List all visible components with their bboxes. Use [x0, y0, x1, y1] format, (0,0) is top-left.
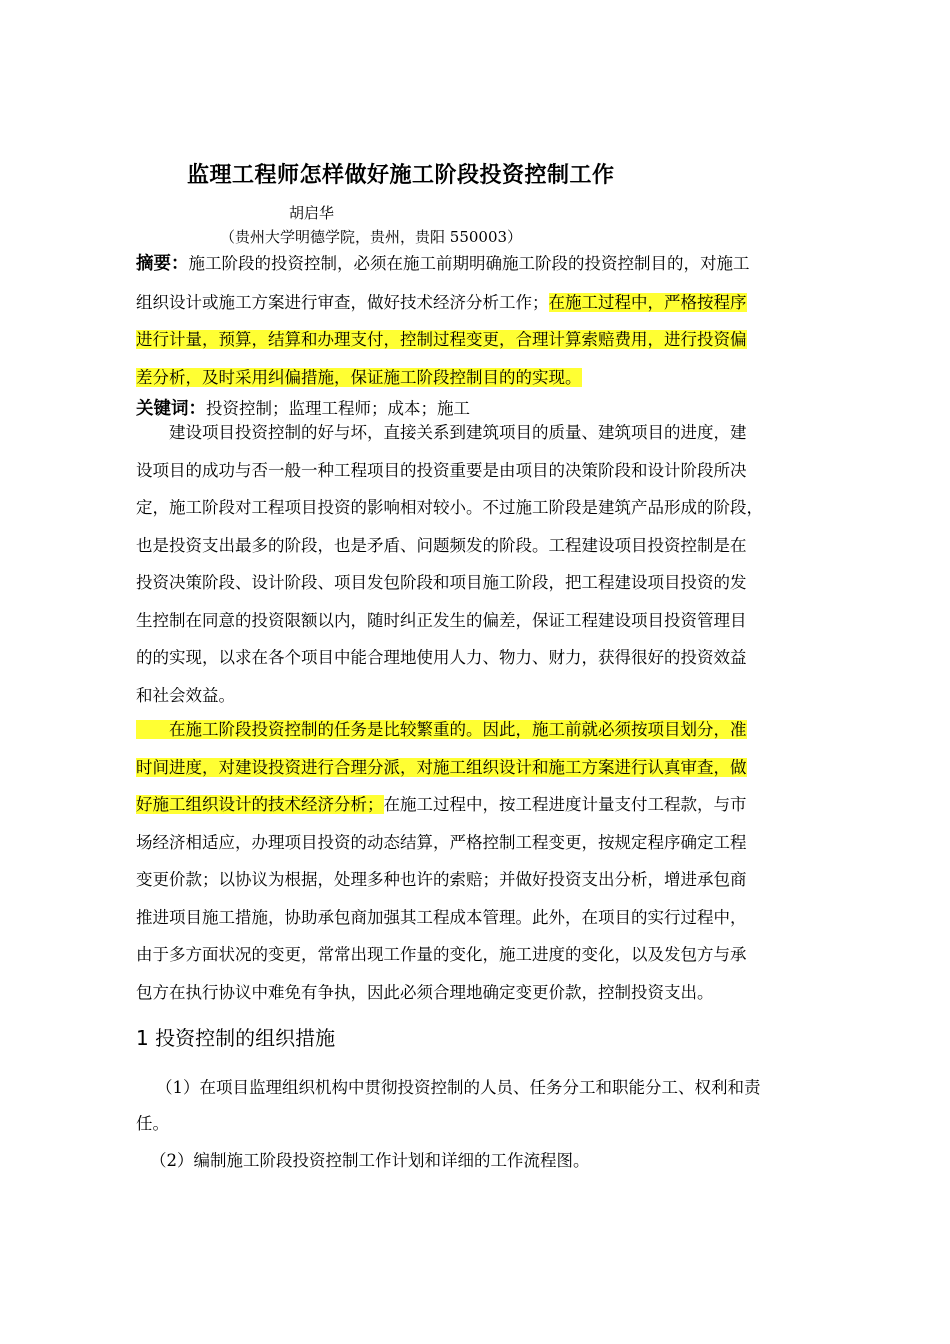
- list-item: [136, 1070, 862, 1142]
- abstract-line: [136, 245, 862, 284]
- abstract-highlight: 进行计量，预算，结算和办理支付，控制过程变更，合理计算索赔费用，进行投资偏: [136, 330, 747, 349]
- abstract-highlight: 差分析，及时采用纠偏措施，保证施工阶段控制目的的实现。: [136, 367, 582, 387]
- paragraph-line: 场经济相适应，办理项目投资的动态结算，严格控制工程变更，按规定程序确定工程: [136, 832, 747, 852]
- keywords-label: 关键词：: [136, 399, 206, 419]
- document-title: 监理工程师怎样做好施工阶段投资控制工作: [187, 163, 615, 188]
- body-paragraph-2: [136, 711, 862, 1011]
- paragraph-line: 由于多方面状况的变更，常常出现工作量的变化，施工进度的变化，以及发包方与承: [136, 945, 747, 964]
- paragraph-line: 推进项目施工措施，协助承包商加强其工程成本管理。此外，在项目的实行过程中，: [136, 907, 747, 927]
- abstract-block: [136, 245, 862, 396]
- abstract-text: 组织设计或施工方案进行审查，做好技术经济分析工作；: [136, 292, 549, 312]
- list-item-line: （2）编制施工阶段投资控制工作计划和详细的工作流程图。: [150, 1151, 590, 1170]
- paragraph-line: 也是投资支出最多的阶段，也是矛盾、问题频发的阶段。工程建设项目投资控制是在: [136, 535, 747, 555]
- paragraph-line: 投资决策阶段、设计阶段、项目发包阶段和项目施工阶段，把工程建设项目投资的发: [136, 573, 747, 592]
- paragraph-highlight: 好施工组织设计的技术经济分析；: [136, 795, 384, 814]
- paragraph-line: 设项目的成功与否一般一种工程项目的投资重要是由项目的决策阶段和设计阶段所决: [136, 460, 747, 480]
- paragraph-highlight: 在施工阶段投资控制的任务是比较繁重的。因此，施工前就必须按项目划分，准: [136, 720, 747, 739]
- paragraph-line: 变更价款；以协议为根据，处理多种也许的索赔；并做好投资支出分析，增进承包商: [136, 870, 747, 889]
- abstract-line: [136, 284, 862, 322]
- paragraph-line: 的的实现，以求在各个项目中能合理地使用人力、物力、财力，获得很好的投资效益: [136, 648, 747, 667]
- paragraph-line: 生控制在同意的投资限额以内，随时纠正发生的偏差，保证工程建设项目投资管理目: [136, 610, 747, 630]
- paragraph-line: 建设项目投资控制的好与坏，直接关系到建筑项目的质量、建筑项目的进度，建: [136, 423, 747, 442]
- abstract-label: 摘要：: [136, 254, 189, 274]
- list-item-line: （1）在项目监理组织机构中贯彻投资控制的人员、任务分工和职能分工、权利和责: [156, 1078, 761, 1097]
- paragraph-line: 包方在执行协议中难免有争执，因此必须合理地确定变更价款，控制投资支出。: [136, 982, 714, 1002]
- list-item-line: 任。: [136, 1114, 169, 1133]
- keywords-text: 投资控制；监理工程师；成本；施工: [206, 399, 470, 418]
- body-paragraph-1: [136, 414, 862, 714]
- author-name: 胡启华: [289, 204, 335, 222]
- paragraph-text: 在施工过程中，按工程进度计量支付工程款，与市: [383, 795, 747, 814]
- abstract-text: 施工阶段的投资控制，必须在施工前期明确施工阶段的投资控制目的，对施工: [188, 254, 750, 273]
- abstract-line: [136, 359, 862, 397]
- abstract-line: [136, 321, 862, 359]
- paragraph-line: 和社会效益。: [136, 685, 235, 705]
- author-affiliation: （贵州大学明德学院，贵州，贵阳 550003）: [220, 228, 523, 246]
- abstract-highlight: 在施工过程中，严格按程序: [548, 292, 747, 312]
- list-item: [136, 1143, 862, 1179]
- section-heading: 1 投资控制的组织措施: [136, 1026, 336, 1050]
- paragraph-highlight: 时间进度，对建设投资进行合理分派，对施工组织设计和施工方案进行认真审查，做: [136, 757, 747, 777]
- paragraph-line: 定，施工阶段对工程项目投资的影响相对较小。不过施工阶段是建筑产品形成的阶段，: [136, 498, 763, 517]
